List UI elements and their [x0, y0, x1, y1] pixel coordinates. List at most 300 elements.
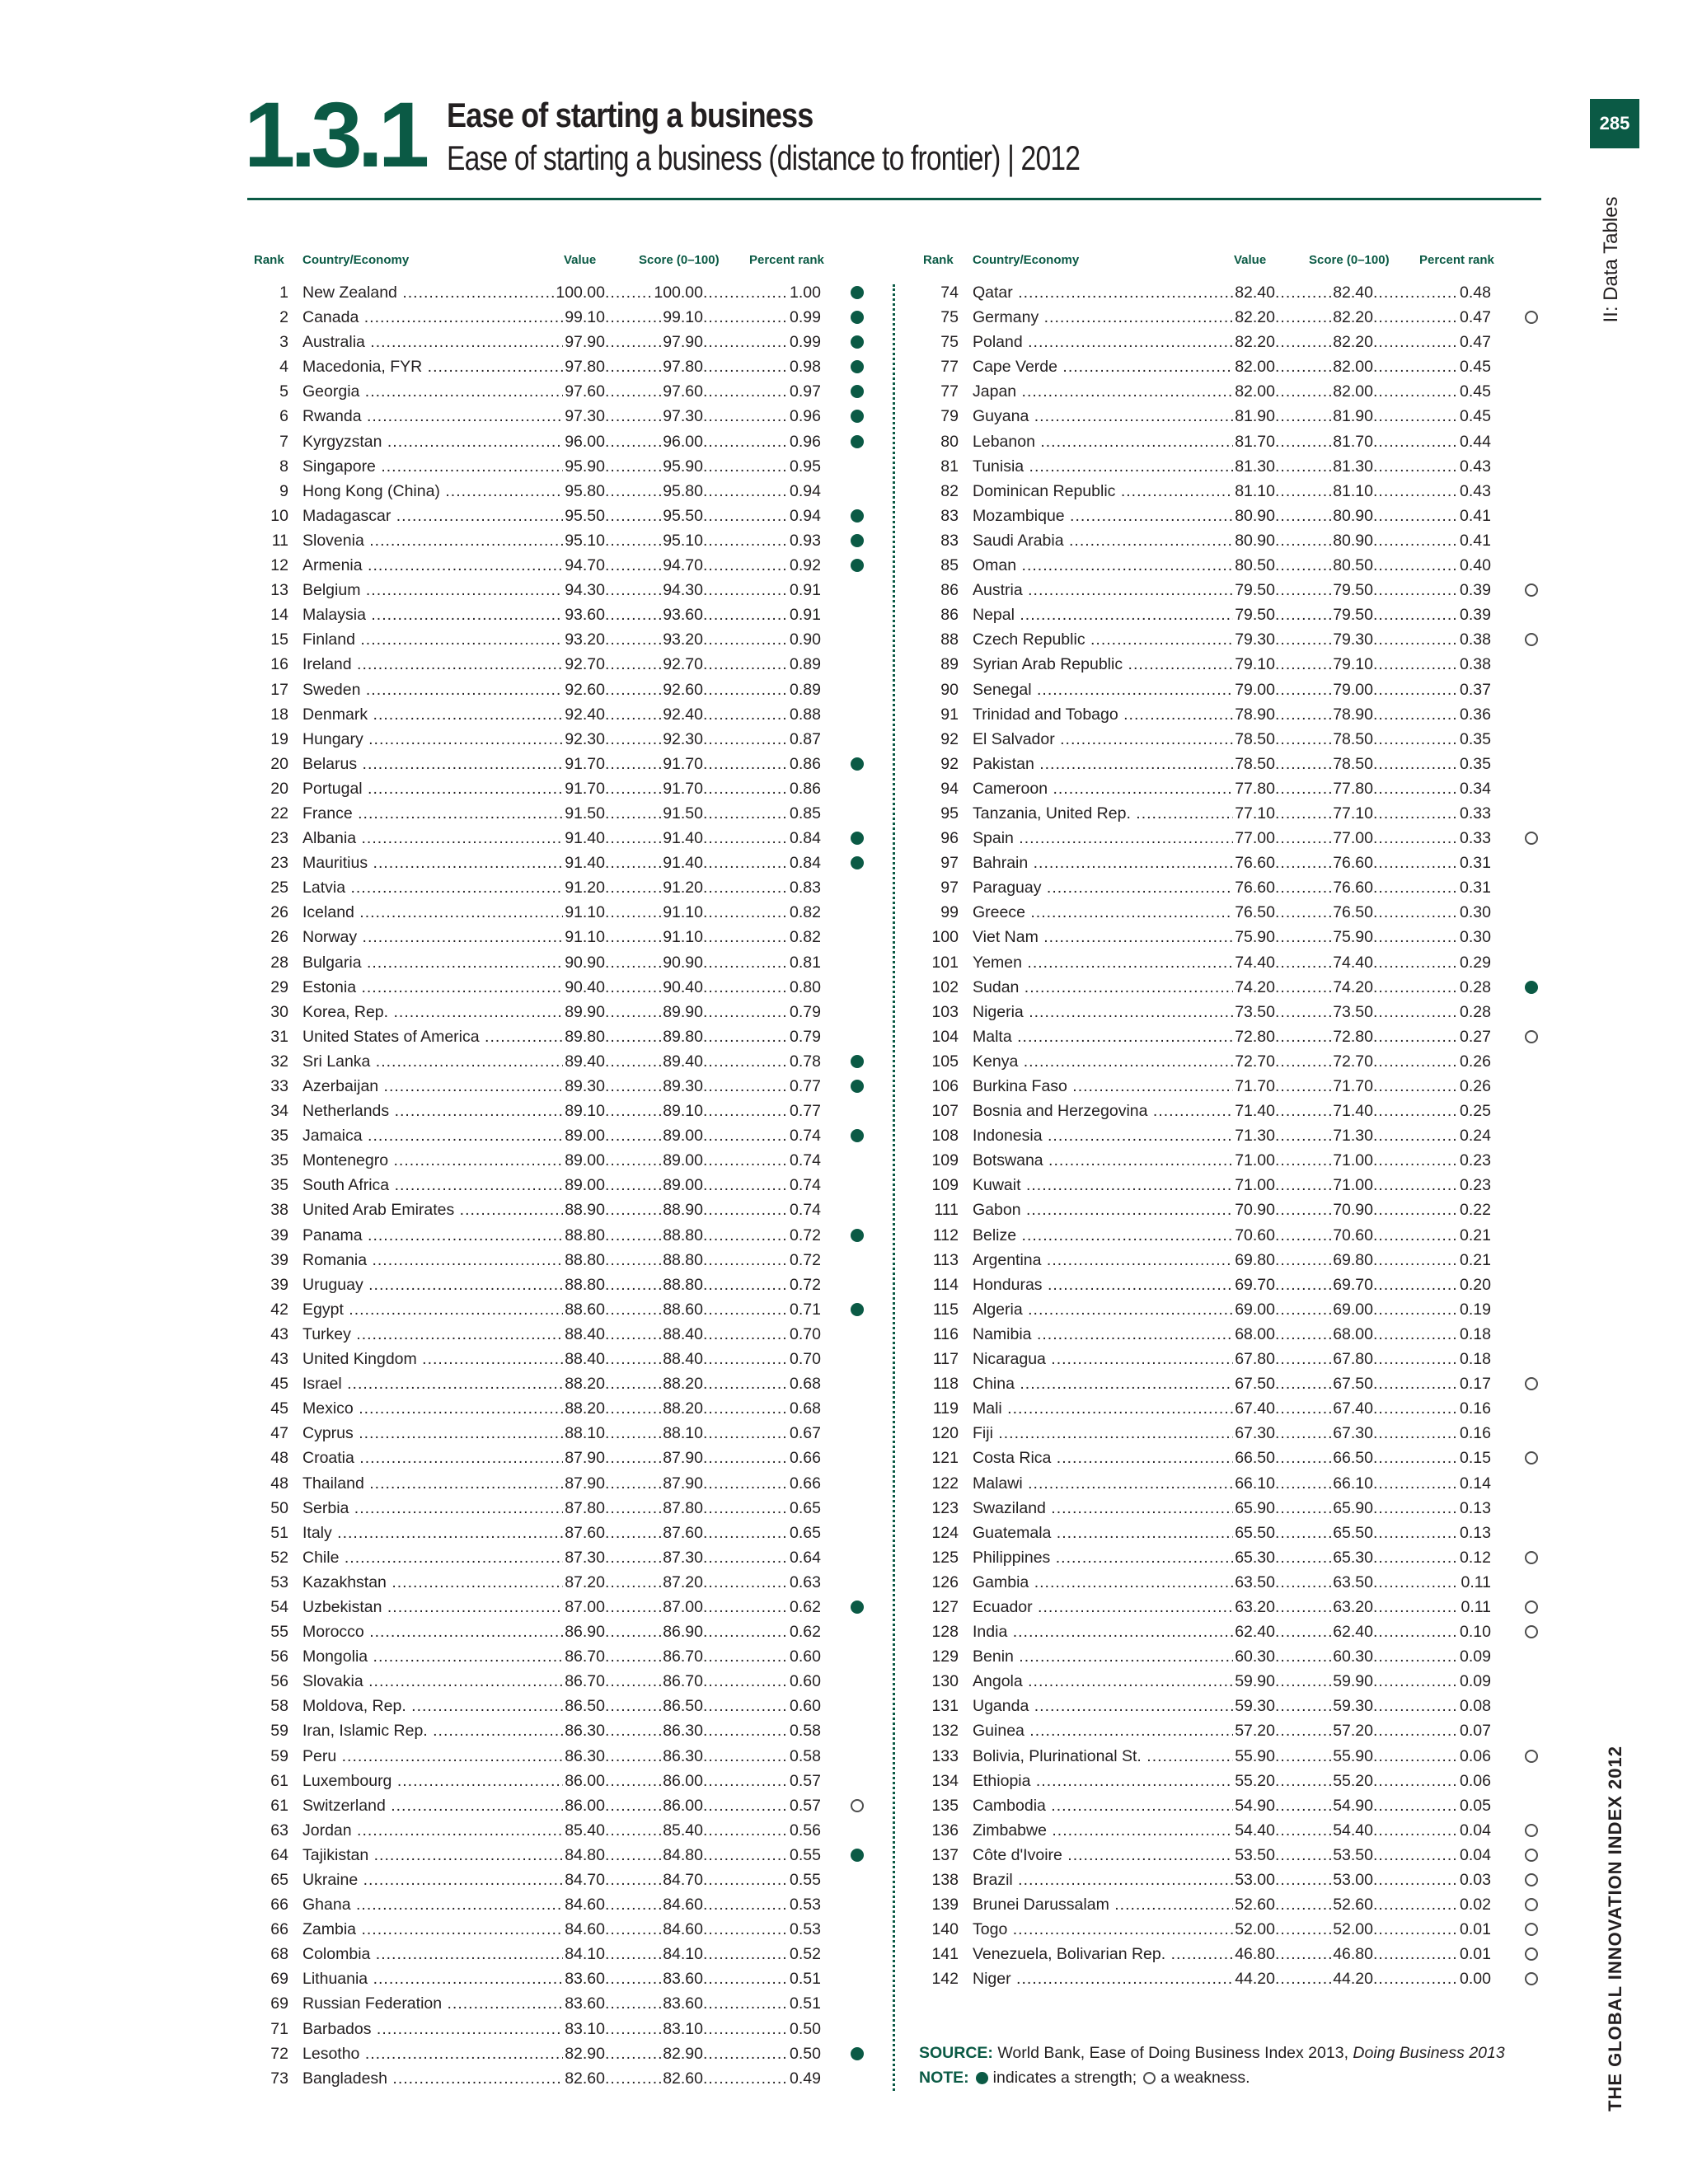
rank-cell: 66 — [270, 1896, 288, 1915]
value-cell: 88.40 — [563, 1347, 605, 1371]
value-cell: 65.90 — [1233, 1496, 1275, 1521]
percent-rank-cell: 0.40 — [1458, 553, 1491, 578]
dot-leader — [1373, 1818, 1456, 1843]
rank-cell: 97 — [940, 854, 959, 873]
table-row — [917, 851, 1544, 875]
score-cell: 80.90 — [1331, 504, 1373, 528]
dot-leader — [703, 1197, 785, 1222]
rank-cell: 65 — [270, 1871, 288, 1889]
dot-leader — [1275, 900, 1339, 925]
table-row — [247, 429, 874, 454]
dot-leader — [605, 1521, 669, 1545]
dot-leader — [1275, 354, 1339, 379]
country-cell: Kuwait ..... — [973, 1173, 1245, 1197]
dot-leader — [605, 553, 669, 578]
score-cell: 88.80 — [661, 1223, 703, 1248]
rank-cell: 113 — [932, 1250, 959, 1269]
table-row — [917, 1371, 1544, 1396]
value-cell: 60.30 — [1233, 1644, 1275, 1669]
dot-leader — [703, 1892, 785, 1917]
score-cell: 71.00 — [1331, 1148, 1373, 1173]
percent-rank-cell: 0.05 — [1458, 1793, 1491, 1818]
country-cell: South Africa ..... — [302, 1173, 574, 1197]
percent-rank-cell: 0.00 — [1458, 1966, 1491, 1991]
percent-rank-cell: 0.58 — [788, 1744, 821, 1769]
percent-rank-cell: 0.08 — [1458, 1694, 1491, 1718]
dot-leader — [1275, 1099, 1339, 1123]
country-cell: Benin ..... — [973, 1644, 1245, 1669]
strength-dot-icon — [851, 856, 864, 869]
country-cell: Togo ..... — [973, 1917, 1245, 1942]
table-row — [917, 727, 1544, 752]
table-row — [917, 1099, 1544, 1123]
table-row — [247, 1396, 874, 1421]
table-row — [247, 1496, 874, 1521]
percent-rank-cell: 0.86 — [788, 776, 821, 801]
percent-rank-cell: 0.63 — [788, 1570, 821, 1595]
value-cell: 99.10 — [563, 305, 605, 330]
dot-leader — [1373, 305, 1456, 330]
dot-leader — [1373, 1793, 1456, 1818]
strength-dot-icon — [851, 1055, 864, 1068]
value-cell: 80.50 — [1233, 553, 1275, 578]
score-cell: 86.00 — [661, 1769, 703, 1793]
dot-leader — [1373, 354, 1456, 379]
score-cell: 82.20 — [1331, 330, 1373, 354]
table-row — [247, 1099, 874, 1123]
score-cell: 63.50 — [1331, 1570, 1373, 1595]
score-cell: 68.00 — [1331, 1322, 1373, 1347]
dot-leader — [1275, 1148, 1339, 1173]
percent-rank-cell: 0.99 — [788, 330, 821, 354]
table-row — [247, 1595, 874, 1619]
table-row — [247, 454, 874, 479]
dot-leader — [605, 826, 669, 851]
table-row — [247, 1892, 874, 1917]
percent-rank-cell: 0.35 — [1458, 752, 1491, 776]
dot-leader — [1275, 1396, 1339, 1421]
score-cell: 93.60 — [661, 602, 703, 627]
dot-leader — [605, 1173, 669, 1197]
score-cell: 87.90 — [661, 1446, 703, 1470]
value-cell: 71.00 — [1233, 1173, 1275, 1197]
percent-rank-cell: 0.21 — [1458, 1248, 1491, 1272]
table-row — [247, 305, 874, 330]
value-cell: 100.00 — [554, 280, 605, 305]
score-cell: 94.70 — [661, 553, 703, 578]
rank-cell: 77 — [940, 382, 959, 401]
rank-cell: 130 — [931, 1672, 959, 1691]
dot-leader — [703, 652, 785, 677]
value-cell: 79.00 — [1233, 677, 1275, 702]
percent-rank-cell: 0.41 — [1458, 504, 1491, 528]
score-cell: 67.50 — [1331, 1371, 1373, 1396]
dot-leader — [703, 875, 785, 900]
dot-leader — [703, 1223, 785, 1248]
score-cell: 88.60 — [661, 1297, 703, 1322]
percent-rank-cell: 0.92 — [788, 553, 821, 578]
rank-cell: 99 — [940, 903, 959, 922]
dot-leader — [1275, 1744, 1339, 1769]
percent-rank-cell: 0.60 — [788, 1669, 821, 1694]
percent-rank-cell: 0.91 — [788, 602, 821, 627]
score-cell: 71.40 — [1331, 1099, 1373, 1123]
rank-cell: 118 — [932, 1375, 959, 1394]
country-cell: Montenegro ..... — [302, 1148, 574, 1173]
country-cell: Australia ..... — [302, 330, 574, 354]
value-cell: 67.80 — [1233, 1347, 1275, 1371]
rank-cell: 92 — [940, 754, 959, 773]
country-cell: Malaysia ..... — [302, 602, 574, 627]
strength-dot-icon — [851, 534, 864, 547]
rank-cell: 61 — [270, 1796, 288, 1815]
dot-leader — [1373, 479, 1456, 504]
percent-rank-cell: 0.23 — [1458, 1148, 1491, 1173]
country-cell: Zambia ..... — [302, 1917, 574, 1942]
rank-cell: 142 — [931, 1970, 959, 1989]
dot-leader — [605, 1297, 669, 1322]
rank-cell: 112 — [932, 1226, 959, 1244]
dot-leader — [605, 1024, 669, 1049]
table-row — [917, 975, 1544, 1000]
strength-dot-icon — [851, 832, 864, 845]
percent-rank-cell: 0.66 — [788, 1471, 821, 1496]
percent-rank-cell: 0.72 — [788, 1223, 821, 1248]
table-row — [917, 1917, 1544, 1942]
rank-cell: 56 — [270, 1647, 288, 1666]
score-cell: 73.50 — [1331, 1000, 1373, 1024]
score-cell: 78.50 — [1331, 752, 1373, 776]
value-cell: 81.90 — [1233, 404, 1275, 429]
percent-rank-cell: 0.23 — [1458, 1173, 1491, 1197]
country-cell: Italy ..... — [302, 1521, 574, 1545]
dot-leader — [703, 1074, 785, 1099]
dot-leader — [1275, 1595, 1339, 1619]
table-row — [917, 504, 1544, 528]
percent-rank-cell: 0.03 — [1458, 1868, 1491, 1892]
percent-rank-cell: 0.43 — [1458, 479, 1491, 504]
country-cell: Swaziland ..... — [973, 1496, 1245, 1521]
score-cell: 57.20 — [1331, 1718, 1373, 1743]
rank-cell: 74 — [940, 284, 959, 302]
score-cell: 88.20 — [661, 1396, 703, 1421]
dot-leader — [703, 950, 785, 975]
score-cell: 83.60 — [661, 1991, 703, 2016]
percent-rank-cell: 0.34 — [1458, 776, 1491, 801]
rank-cell: 127 — [931, 1597, 959, 1616]
dot-leader — [703, 1868, 785, 1892]
dot-leader — [1373, 1942, 1456, 1966]
score-cell: 65.50 — [1331, 1521, 1373, 1545]
score-cell: 74.20 — [1331, 975, 1373, 1000]
percent-rank-cell: 0.70 — [788, 1322, 821, 1347]
score-cell: 76.60 — [1331, 875, 1373, 900]
country-cell: Austria ..... — [973, 578, 1245, 602]
value-cell: 91.10 — [563, 900, 605, 925]
score-cell: 93.20 — [661, 627, 703, 652]
dot-leader — [605, 1868, 669, 1892]
table-row — [247, 1421, 874, 1446]
table-row — [247, 1619, 874, 1644]
dot-leader — [1373, 1024, 1456, 1049]
country-cell: Ghana ..... — [302, 1892, 574, 1917]
value-cell: 97.80 — [563, 354, 605, 379]
value-cell: 72.80 — [1233, 1024, 1275, 1049]
strength-dot-icon — [851, 435, 864, 448]
rank-cell: 71 — [270, 2019, 288, 2038]
score-cell: 88.90 — [661, 1197, 703, 1222]
country-cell: Argentina ..... — [973, 1248, 1245, 1272]
dot-leader — [1373, 1521, 1456, 1545]
dot-leader — [703, 1991, 785, 2016]
value-cell: 83.60 — [563, 1991, 605, 2016]
country-cell: Kenya ..... — [973, 1049, 1245, 1074]
table-row — [917, 652, 1544, 677]
value-cell: 54.40 — [1233, 1818, 1275, 1843]
score-cell: 89.00 — [661, 1123, 703, 1148]
dot-leader — [1275, 1471, 1339, 1496]
score-cell: 88.40 — [661, 1322, 703, 1347]
score-cell: 88.80 — [661, 1272, 703, 1297]
dot-leader — [1275, 1197, 1339, 1222]
rank-cell: 45 — [270, 1375, 288, 1394]
score-cell: 91.40 — [661, 826, 703, 851]
country-cell: Czech Republic ..... — [973, 627, 1245, 652]
dot-leader — [605, 429, 669, 454]
rank-cell: 66 — [270, 1920, 288, 1939]
value-cell: 76.50 — [1233, 900, 1275, 925]
dot-leader — [1373, 801, 1456, 826]
dot-leader — [605, 1148, 669, 1173]
dot-leader — [703, 1446, 785, 1470]
score-cell: 88.80 — [661, 1248, 703, 1272]
rank-cell: 129 — [931, 1647, 959, 1666]
score-cell: 87.80 — [661, 1496, 703, 1521]
table-row — [917, 454, 1544, 479]
value-cell: 86.50 — [563, 1694, 605, 1718]
dot-leader — [605, 1718, 669, 1743]
rank-cell: 32 — [270, 1052, 288, 1071]
value-cell: 71.70 — [1233, 1074, 1275, 1099]
table-row — [917, 1718, 1544, 1743]
score-cell: 91.50 — [661, 801, 703, 826]
table-row — [917, 1942, 1544, 1966]
weakness-circle-icon — [1525, 583, 1538, 597]
rank-cell: 107 — [931, 1102, 959, 1121]
page-title: Ease of starting a business — [447, 96, 814, 134]
value-cell: 82.00 — [1233, 379, 1275, 404]
strength-dot-icon — [851, 1303, 864, 1316]
rank-cell: 90 — [940, 680, 959, 699]
table-row — [917, 801, 1544, 826]
percent-rank-cell: 0.93 — [788, 528, 821, 553]
rank-cell: 39 — [270, 1226, 288, 1244]
strength-dot-icon — [976, 2072, 988, 2084]
percent-rank-cell: 0.45 — [1458, 354, 1491, 379]
dot-leader — [1275, 1619, 1339, 1644]
percent-rank-cell: 0.51 — [788, 1991, 821, 2016]
percent-rank-cell: 0.64 — [788, 1545, 821, 1570]
table-row — [247, 975, 874, 1000]
rank-cell: 86 — [940, 581, 959, 600]
value-cell: 67.30 — [1233, 1421, 1275, 1446]
score-cell: 88.10 — [661, 1421, 703, 1446]
score-cell: 87.30 — [661, 1545, 703, 1570]
percent-rank-cell: 0.41 — [1458, 528, 1491, 553]
rank-cell: 15 — [270, 630, 288, 649]
percent-rank-cell: 0.89 — [788, 677, 821, 702]
dot-leader — [1373, 950, 1456, 975]
country-cell: Brunei Darussalam ..... — [973, 1892, 1245, 1917]
dot-leader — [605, 1272, 669, 1297]
country-cell: Egypt ..... — [302, 1297, 574, 1322]
weakness-circle-icon — [1525, 1551, 1538, 1564]
table-row — [247, 1521, 874, 1545]
score-cell: 89.10 — [661, 1099, 703, 1123]
dot-leader — [703, 900, 785, 925]
dot-leader — [703, 1718, 785, 1743]
value-cell: 80.90 — [1233, 504, 1275, 528]
value-cell: 76.60 — [1233, 851, 1275, 875]
dot-leader — [1373, 1744, 1456, 1769]
dot-leader — [1275, 454, 1339, 479]
table-row — [917, 1421, 1544, 1446]
rank-cell: 85 — [940, 556, 959, 575]
country-cell: Namibia ..... — [973, 1322, 1245, 1347]
country-cell: Zimbabwe ..... — [973, 1818, 1245, 1843]
country-cell: Slovenia ..... — [302, 528, 574, 553]
percent-rank-cell: 0.28 — [1458, 975, 1491, 1000]
rank-cell: 135 — [931, 1796, 959, 1815]
rank-cell: 35 — [270, 1151, 288, 1170]
percent-rank-cell: 0.67 — [788, 1421, 821, 1446]
dot-leader — [605, 1595, 669, 1619]
dot-leader — [1275, 975, 1339, 1000]
strength-dot-icon — [851, 360, 864, 373]
weakness-circle-icon — [1525, 1849, 1538, 1862]
table-row — [247, 1694, 874, 1718]
strength-dot-icon — [851, 410, 864, 423]
score-cell: 70.90 — [1331, 1197, 1373, 1222]
table-row — [917, 925, 1544, 949]
table-row — [247, 1744, 874, 1769]
country-cell: Tanzania, United Rep. ..... — [973, 801, 1245, 826]
dot-leader — [605, 1099, 669, 1123]
table-row — [917, 1074, 1544, 1099]
country-cell: Hungary ..... — [302, 727, 574, 752]
rank-cell: 89 — [940, 655, 959, 674]
percent-rank-cell: 0.36 — [1458, 702, 1491, 727]
dot-leader — [1373, 1396, 1456, 1421]
table-row — [247, 1123, 874, 1148]
dot-leader — [1373, 1669, 1456, 1694]
score-cell: 97.80 — [661, 354, 703, 379]
percent-rank-cell: 0.39 — [1458, 578, 1491, 602]
dot-leader — [1275, 305, 1339, 330]
rank-cell: 119 — [932, 1399, 959, 1418]
dot-leader — [1275, 504, 1339, 528]
value-cell: 77.10 — [1233, 801, 1275, 826]
percent-rank-cell: 0.90 — [788, 627, 821, 652]
percent-rank-cell: 0.33 — [1458, 801, 1491, 826]
country-cell: United Arab Emirates ..... — [302, 1197, 574, 1222]
dot-leader — [703, 305, 785, 330]
dot-leader — [605, 1545, 669, 1570]
table-row — [247, 677, 874, 702]
rank-cell: 69 — [270, 1970, 288, 1989]
value-cell: 53.50 — [1233, 1843, 1275, 1868]
score-cell: 60.30 — [1331, 1644, 1373, 1669]
dot-leader — [1373, 1471, 1456, 1496]
country-cell: Philippines ..... — [973, 1545, 1245, 1570]
percent-rank-cell: 0.24 — [1458, 1123, 1491, 1148]
table-row — [917, 1892, 1544, 1917]
rank-cell: 69 — [270, 1994, 288, 2013]
table-row — [247, 1868, 874, 1892]
table-row — [247, 652, 874, 677]
table-row — [247, 354, 874, 379]
value-cell: 87.00 — [563, 1595, 605, 1619]
dot-leader — [1275, 1818, 1339, 1843]
dot-leader — [703, 479, 785, 504]
table-row — [247, 1371, 874, 1396]
percent-rank-cell: 0.16 — [1458, 1396, 1491, 1421]
dot-leader — [1373, 1843, 1456, 1868]
country-cell: Japan ..... — [973, 379, 1245, 404]
dot-leader — [1373, 1197, 1456, 1222]
table-row — [247, 553, 874, 578]
dot-leader — [1275, 1966, 1339, 1991]
value-cell: 94.70 — [563, 553, 605, 578]
score-cell: 95.80 — [661, 479, 703, 504]
table-row — [917, 776, 1544, 801]
dot-leader — [1275, 1496, 1339, 1521]
country-cell: Nepal ..... — [973, 602, 1245, 627]
rank-cell: 94 — [940, 779, 959, 798]
table-row — [917, 578, 1544, 602]
country-cell: Guinea ..... — [973, 1718, 1245, 1743]
rank-cell: 91 — [940, 705, 959, 724]
dot-leader — [1373, 727, 1456, 752]
rank-cell: 77 — [940, 358, 959, 377]
right-column-headers — [917, 253, 1544, 273]
rank-cell: 48 — [270, 1449, 288, 1468]
score-cell: 81.70 — [1331, 429, 1373, 454]
value-cell: 82.60 — [563, 2066, 605, 2091]
dot-leader — [1373, 1049, 1456, 1074]
dot-leader — [605, 1446, 669, 1470]
value-cell: 88.80 — [563, 1223, 605, 1248]
value-cell: 92.60 — [563, 677, 605, 702]
score-cell: 69.00 — [1331, 1297, 1373, 1322]
weakness-circle-icon — [1525, 1824, 1538, 1837]
table-row — [247, 1148, 874, 1173]
dot-leader — [1275, 1669, 1339, 1694]
value-cell: 84.60 — [563, 1892, 605, 1917]
table-row — [917, 1521, 1544, 1545]
dot-leader — [703, 1744, 785, 1769]
percent-rank-cell: 0.48 — [1458, 280, 1491, 305]
strength-dot-icon — [851, 2047, 864, 2060]
dot-leader — [703, 826, 785, 851]
score-cell: 89.30 — [661, 1074, 703, 1099]
score-cell: 72.80 — [1331, 1024, 1373, 1049]
percent-rank-cell: 0.12 — [1458, 1545, 1491, 1570]
country-cell: Israel ..... — [302, 1371, 574, 1396]
rank-cell: 17 — [270, 680, 288, 699]
value-cell: 91.10 — [563, 925, 605, 949]
dot-leader — [1275, 379, 1339, 404]
